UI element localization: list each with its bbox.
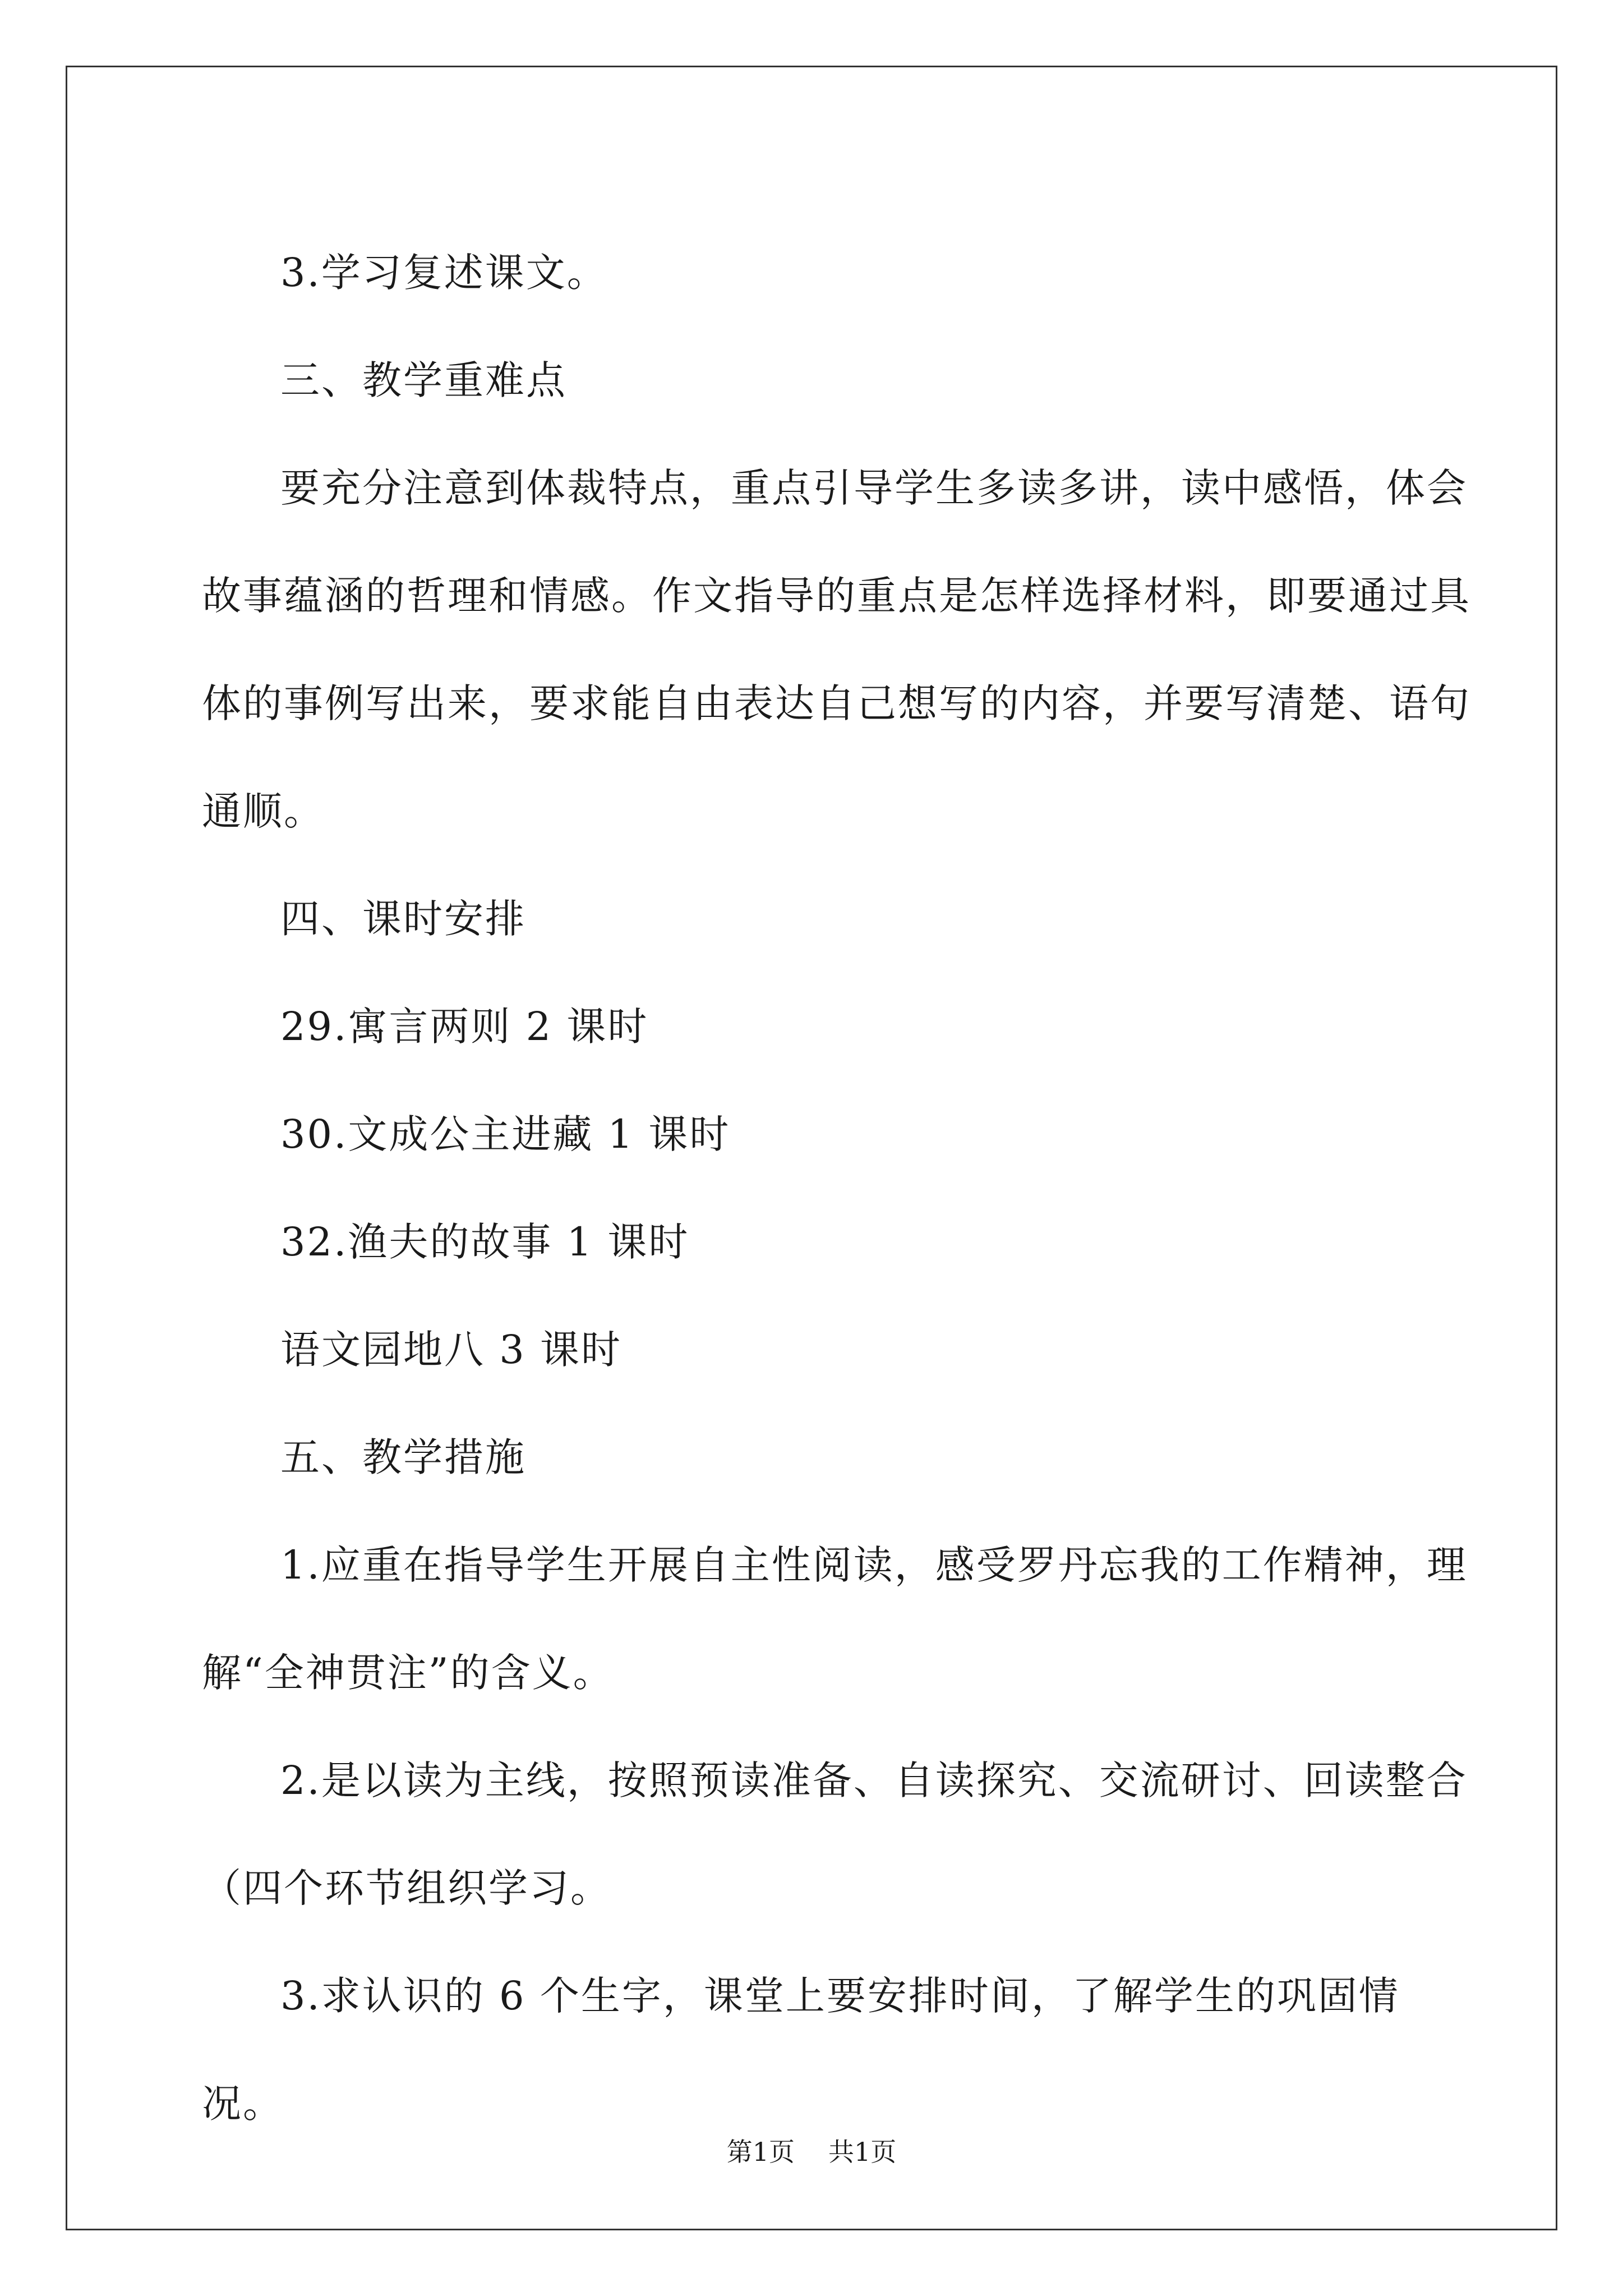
- list-item: 语文园地八 3 课时: [280, 1327, 623, 1373]
- paragraph: 要充分注意到体裁特点，重点引导学生多读多讲，读中感悟，体会故事蕴涵的哲理和情感。作文指导的重点是怎样选择材料，即要通过具体的事例写出来，要求能自由表达自己想写的内容，并要写清楚、语句通顺。: [202, 465, 1471, 834]
- section-heading: 三、教学重难点: [280, 357, 567, 403]
- list-item: 32.渔夫的故事 1 课时: [280, 1219, 690, 1265]
- paragraph: 3.求认识的 6 个生字，课堂上要安排时间，了解学生的巩固情况。: [202, 1973, 1400, 2127]
- page-number: 第1页: [726, 2137, 795, 2167]
- paragraph: 3.学习复述课文。: [280, 250, 608, 296]
- page-footer: [0, 2135, 1623, 2169]
- paragraph: 2.是以读为主线，按照预读准备、自读探究、交流研讨、回读整合（四个环节组织学习。: [202, 1757, 1468, 1911]
- list-item: 29.寓言两则 2 课时: [280, 1004, 649, 1050]
- section-heading: 五、教学措施: [280, 1434, 526, 1480]
- document-body: [202, 219, 1475, 2157]
- section-heading: 四、课时安排: [280, 896, 526, 942]
- page-total: 共1页: [828, 2137, 897, 2167]
- paragraph: 1.应重在指导学生开展自主性阅读，感受罗丹忘我的工作精神，理解“全神贯注”的含义。: [202, 1542, 1468, 1696]
- list-item: 30.文成公主进藏 1 课时: [280, 1111, 731, 1157]
